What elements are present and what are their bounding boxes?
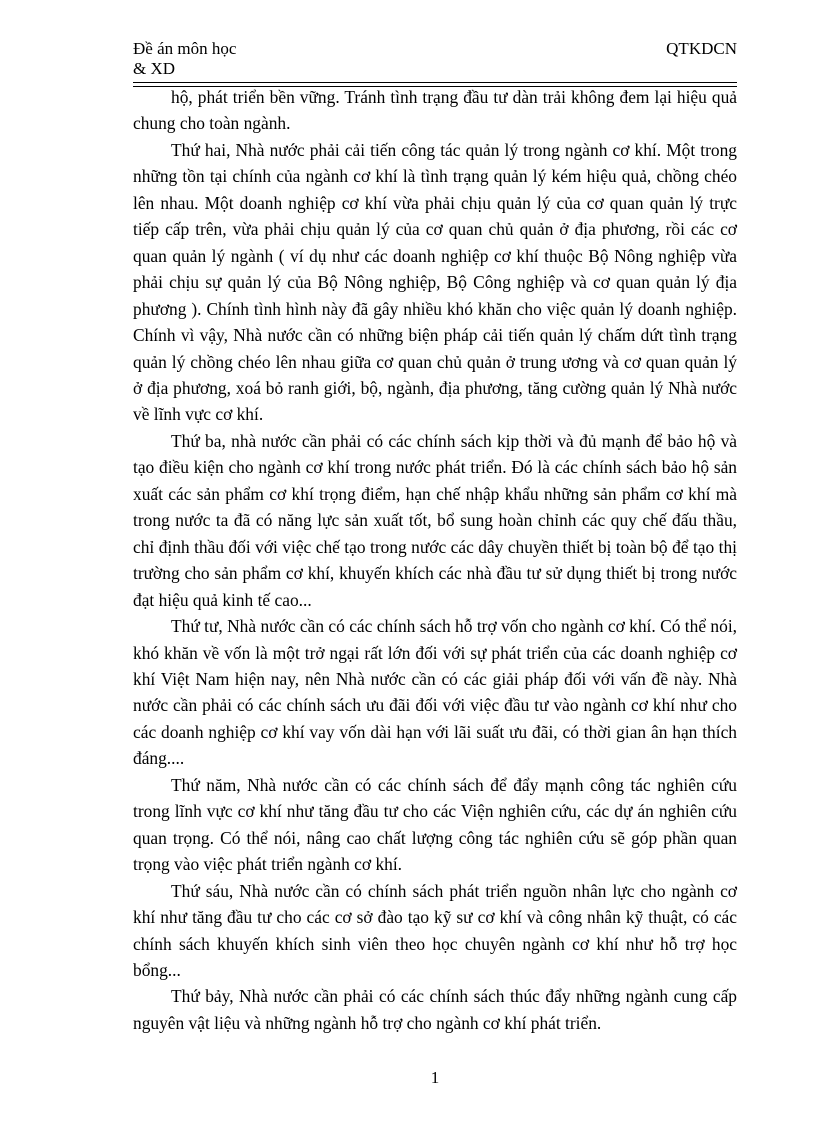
- header-department: QTKDCN: [666, 39, 737, 58]
- header-course-title: Đề án môn học & XD: [133, 39, 237, 78]
- paragraph-continuation: hộ, phát triển bền vững. Tránh tình trạng đầu tư dàn trải không đem lại hiệu quả chung cho toàn ngành.: [133, 87, 737, 134]
- paragraph-third-measure: Thứ ba, nhà nước cần phải có các chính sách kịp thời và đủ mạnh để bảo hộ và tạo điều kiện cho ngành cơ khí trong nước phát triển. Đó là các chính sách bảo hộ sản xuất các sản phẩm cơ khí trọng điểm, hạn chế nhập khẩu những sản phẩm cơ khí mà trong nước ta đã có năng lực sản xuất tốt, bổ sung hoàn chỉnh các quy chế đấu thầu, chỉ định thầu đối với việc chế tạo trong nước các dây chuyền thiết bị toàn bộ để tạo thị trường cho sản phẩm cơ khí, khuyến khích các nhà đầu tư sử dụng thiết bị trong nước đạt hiệu quả kinh tế cao...: [133, 430, 737, 610]
- paragraph-sixth-measure: Thứ sáu, Nhà nước cần có chính sách phát triển nguồn nhân lực cho ngành cơ khí như tăng đầu tư cho các cơ sở đào tạo kỹ sư cơ khí và công nhân kỹ thuật, có các chính sách khuyến khích sinh viên theo học chuyên ngành cơ khí như hỗ trợ học bổng...: [133, 880, 737, 980]
- paragraph-fourth-measure: Thứ tư, Nhà nước cần có các chính sách hỗ trợ vốn cho ngành cơ khí. Có thể nói, khó khăn về vốn là một trở ngại rất lớn đối với sự phát triển của các doanh nghiệp cơ khí Việt Nam hiện nay, nên Nhà nước cần có các giải pháp đối với vấn đề này. Nhà nước cần phải có các chính sách ưu đãi đối với việc đầu tư vào ngành cơ khí như cho các doanh nghiệp cơ khí vay vốn dài hạn với lãi suất ưu đãi, có thời gian ân hạn thích đáng....: [133, 616, 737, 769]
- page-number: 1: [430, 1068, 440, 1087]
- header-divider-thick: [133, 82, 737, 83]
- paragraph-second-measure: Thứ hai, Nhà nước phải cải tiến công tác quản lý trong ngành cơ khí. Một trong những tồn tại chính của ngành cơ khí là tình trạng quản lý kém hiệu quả, chồng chéo lên nhau. Một doanh nghiệp cơ khí vừa phải chịu quản lý của cơ quan quản lý trực tiếp cấp trên, vừa phải chịu quản lý của cơ quan chủ quản ở địa phương, rồi các cơ quan quản lý ngành ( ví dụ như các doanh nghiệp cơ khí thuộc Bộ Nông nghiệp vừa phải chịu sự quản lý của Bộ Nông nghiệp, Bộ Công nghiệp và cơ quan quản lý địa phương ). Chính tình hình này đã gây nhiều khó khăn cho việc quản lý doanh nghiệp. Chính vì vậy, Nhà nước cần có những biện pháp cải tiến quản lý chấm dứt tình trạng quản lý chồng chéo lên nhau giữa cơ quan chủ quản ở trung ương và cơ quan quản lý ở địa phương, xoá bỏ ranh giới, bộ, ngành, địa phương, tăng cường quản lý Nhà nước về lĩnh vực cơ khí.: [133, 139, 737, 425]
- page-header: [133, 39, 737, 81]
- paragraph-fifth-measure: Thứ năm, Nhà nước cần có các chính sách để đẩy mạnh công tác nghiên cứu trong lĩnh vực cơ khí như tăng đầu tư cho các Viện nghiên cứu, các dự án nghiên cứu quan trọng. Có thể nói, nâng cao chất lượng công tác nghiên cứu sẽ góp phần quan trọng vào việc phát triển ngành cơ khí.: [133, 774, 737, 875]
- paragraph-seventh-measure: Thứ bảy, Nhà nước cần phải có các chính sách thúc đẩy những ngành cung cấp nguyên vật liệu và những ngành hỗ trợ cho ngành cơ khí phát triển.: [133, 986, 737, 1033]
- document-page: [133, 0, 737, 1123]
- document-body: [133, 84, 737, 1036]
